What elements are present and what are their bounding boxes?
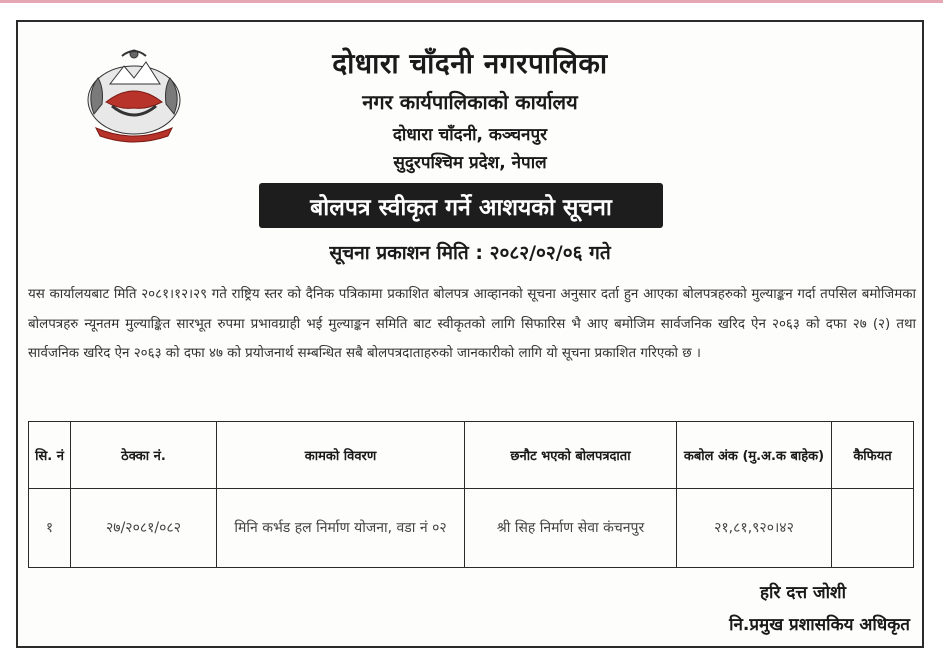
cell-contract-no: २७/२०८१/०८२ <box>71 489 217 568</box>
address-line-2: सुदुरपश्चिम प्रदेश, नेपाल <box>393 153 547 173</box>
cell-bid-amount: २१,८१,९२०।४२ <box>677 489 832 568</box>
notice-frame <box>16 20 924 648</box>
table-header-row <box>29 422 914 489</box>
publication-date: सूचना प्रकाशन मिति : २०८२/०२/०६ गते <box>329 242 611 264</box>
notice-title-banner <box>259 183 663 228</box>
cell-serial: १ <box>29 489 71 568</box>
header-contract-no: ठेक्का नं. <box>71 422 217 489</box>
signer-name: हरि दत्त जोशी <box>760 583 846 603</box>
top-accent-strip <box>0 0 943 3</box>
header-work-description: कामको विवरण <box>217 422 465 489</box>
office-name: नगर कार्यपालिकाको कार्यालय <box>362 90 578 114</box>
header-remarks: कैफियत <box>832 422 914 489</box>
cell-selected-bidder: श्री सिह निर्माण सेवा कंचनपुर <box>465 489 677 568</box>
header-serial: सि. नं <box>29 422 71 489</box>
notice-body-text: यस कार्यालयबाट मिति २०८१।१२।२९ गते राष्ट्रिय स्तर को दैनिक पत्रिकामा प्रकाशित बोलपत्र आव्हानको सूचना अनुसार दर्ता हुन आएका बोलपत्रहरुको मुल्याङ्कन गर्दा तपसिल बमोजिमका बोलपत्रहरु न्यूनतम मुल्याङ्कित सारभूत रुपमा प्रभावग्राही भई मुल्याङ्कन समिति बाट स्वीकृतको लागि सिफारिस भै आए बमोजिम सार्वजनिक खरिद ऐन २०६३ को दफा २७ (२) तथा सार्वजनिक खरिद ऐन २०६३ को दफा ४७ को प्रयोजनार्थ सम्बन्धित सबै बोलपत्रदाताहरुको जानकारीको लागि यो सूचना प्रकाशित गरिएको छ । <box>28 287 916 361</box>
header-selected-bidder: छनौट भएको बोलपत्रदाता <box>465 422 677 489</box>
notice-title: बोलपत्र स्वीकृत गर्ने आशयको सूचना <box>310 194 612 221</box>
signer-title: नि.प्रमुख प्रशासकिय अधिकृत <box>729 615 910 635</box>
table-row <box>29 489 914 568</box>
header-bid-amount: कबोल अंक (मु.अ.क बाहेक) <box>677 422 832 489</box>
cell-work-description: मिनि कर्भड हल निर्माण योजना, वडा नं ०२ <box>217 489 465 568</box>
cell-remarks <box>832 489 914 568</box>
bid-table <box>28 421 914 568</box>
address-line-1: दोधारा चाँदनी, कञ्चनपुर <box>392 125 548 145</box>
org-name: दोधारा चाँदनी नगरपालिका <box>332 47 608 80</box>
